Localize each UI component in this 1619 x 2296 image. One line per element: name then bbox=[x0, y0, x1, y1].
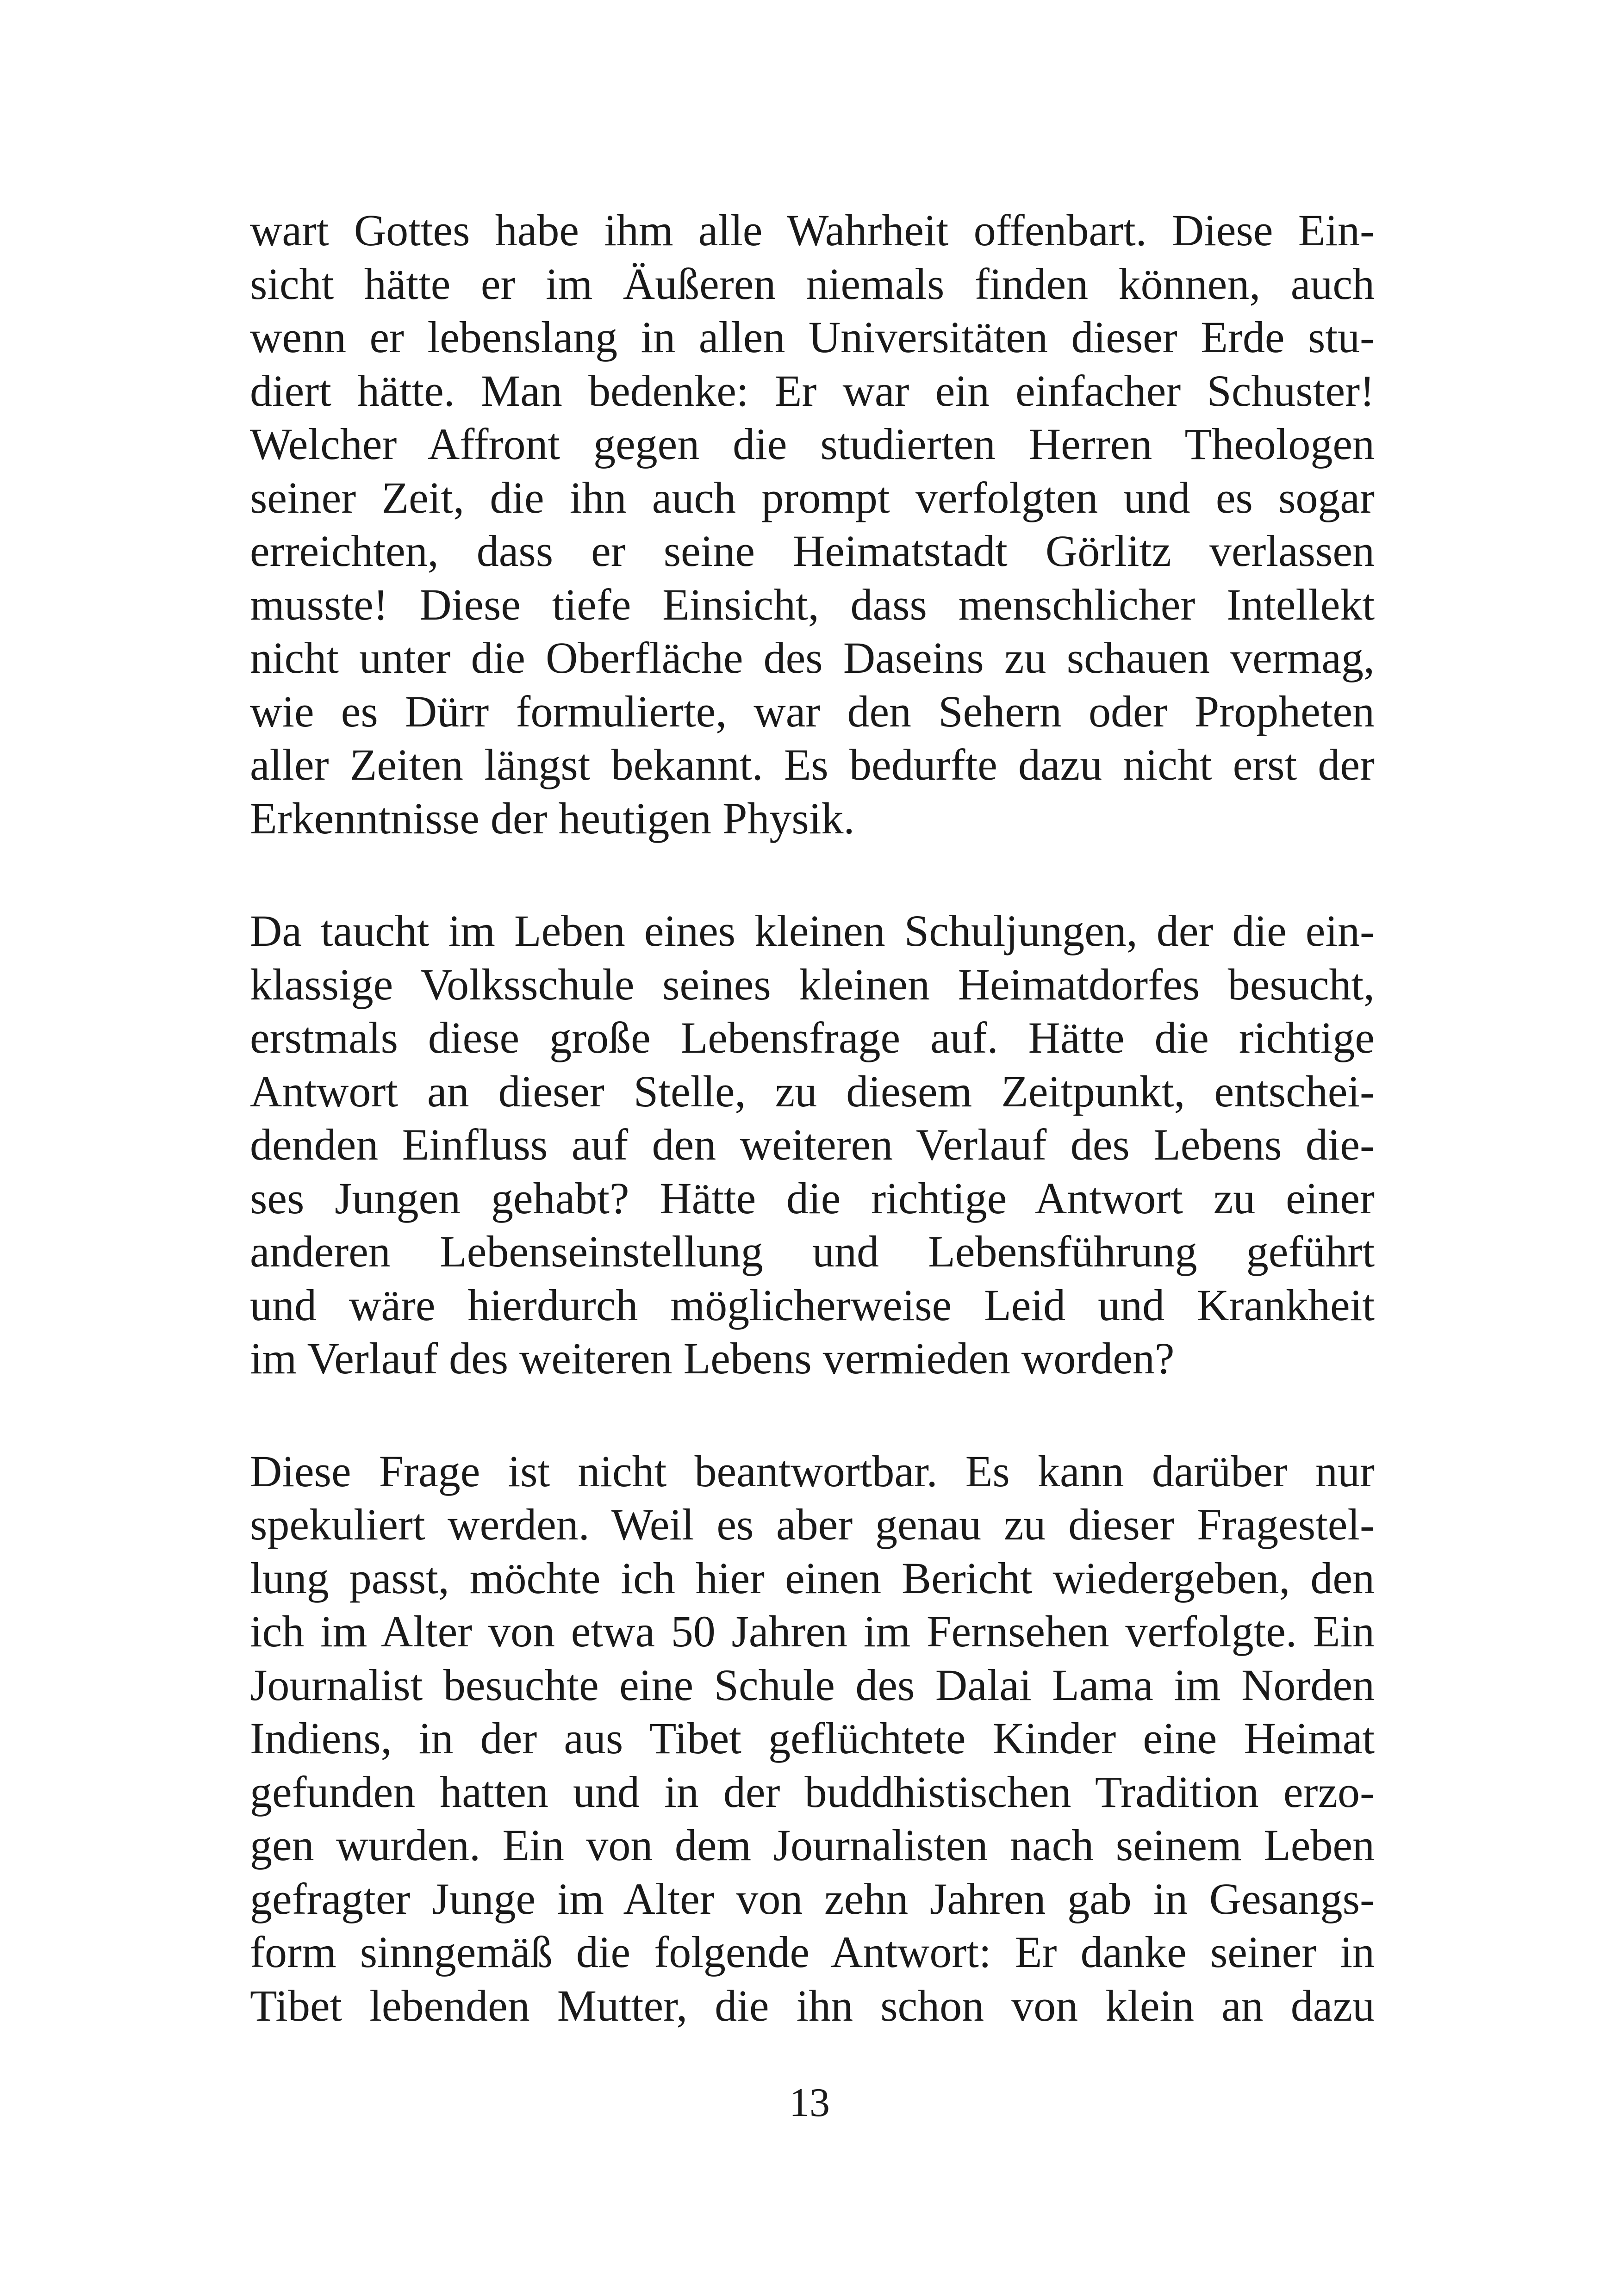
text-line: Diese Frage ist nicht beantwortbar. Es kann darüber nur bbox=[250, 1446, 1375, 1496]
text-line: Tibet lebenden Mutter, die ihn schon von klein an dazu bbox=[250, 1980, 1375, 2030]
text-line: und wäre hierdurch möglicherweise Leid und Krankheit bbox=[250, 1280, 1375, 1330]
text-line: musste! Diese tiefe Einsicht, dass menschlicher Intellekt bbox=[250, 579, 1375, 629]
text-line: gefragter Junge im Alter von zehn Jahren gab in Gesangs- bbox=[250, 1874, 1375, 1924]
text-line: Da taucht im Leben eines kleinen Schuljungen, der die ein- bbox=[250, 906, 1375, 956]
text-line: Indiens, in der aus Tibet geflüchtete Kinder eine Heimat bbox=[250, 1713, 1375, 1763]
text-line: Erkenntnisse der heutigen Physik. bbox=[250, 793, 855, 843]
text-line: ich im Alter von etwa 50 Jahren im Fernsehen verfolgte. Ein bbox=[250, 1607, 1375, 1656]
text-line: form sinngemäß die folgende Antwort: Er danke seiner in bbox=[250, 1927, 1375, 1977]
text-line: aller Zeiten längst bekannt. Es bedurfte dazu nicht erst der bbox=[250, 740, 1375, 789]
body-text bbox=[250, 204, 1375, 2032]
text-line: klassige Volksschule seines kleinen Heimatdorfes besucht, bbox=[250, 959, 1375, 1009]
text-line: gefunden hatten und in der buddhistischen Tradition erzo- bbox=[250, 1767, 1375, 1817]
text-line: erstmals diese große Lebensfrage auf. Hätte die richtige bbox=[250, 1013, 1375, 1062]
text-line: nicht unter die Oberfläche des Daseins zu schauen vermag, bbox=[250, 633, 1375, 683]
paragraph bbox=[250, 1445, 1375, 2033]
text-line: denden Einfluss auf den weiteren Verlauf des Lebens die- bbox=[250, 1120, 1375, 1169]
text-line: wie es Dürr formulierte, war den Sehern oder Propheten bbox=[250, 686, 1375, 736]
paragraph bbox=[250, 204, 1375, 845]
text-line: wenn er lebenslang in allen Universitäten dieser Erde stu- bbox=[250, 312, 1375, 362]
text-line: im Verlauf des weiteren Lebens vermieden worden? bbox=[250, 1334, 1175, 1383]
page-number: 13 bbox=[789, 2080, 830, 2125]
text-line: diert hätte. Man bedenke: Er war ein einfacher Schuster! bbox=[250, 366, 1375, 416]
text-line: sicht hätte er im Äußeren niemals finden können, auch bbox=[250, 259, 1375, 309]
text-line: anderen Lebenseinstellung und Lebensführung geführt bbox=[250, 1227, 1375, 1276]
text-line: spekuliert werden. Weil es aber genau zu dieser Fragestel- bbox=[250, 1500, 1375, 1549]
text-line: Antwort an dieser Stelle, zu diesem Zeitpunkt, entschei- bbox=[250, 1066, 1375, 1116]
text-line: lung passt, möchte ich hier einen Bericht wiedergeben, den bbox=[250, 1553, 1375, 1603]
text-line: erreichten, dass er seine Heimatstadt Görlitz verlassen bbox=[250, 526, 1375, 576]
text-line: Journalist besuchte eine Schule des Dalai Lama im Norden bbox=[250, 1660, 1375, 1710]
text-line: seiner Zeit, die ihn auch prompt verfolgten und es sogar bbox=[250, 472, 1375, 522]
paragraph bbox=[250, 904, 1375, 1385]
text-line: wart Gottes habe ihm alle Wahrheit offenbart. Diese Ein- bbox=[250, 205, 1375, 255]
text-line: gen wurden. Ein von dem Journalisten nach seinem Leben bbox=[250, 1820, 1375, 1870]
text-line: Welcher Affront gegen die studierten Herren Theologen bbox=[250, 419, 1375, 469]
text-line: ses Jungen gehabt? Hätte die richtige Antwort zu einer bbox=[250, 1173, 1375, 1223]
